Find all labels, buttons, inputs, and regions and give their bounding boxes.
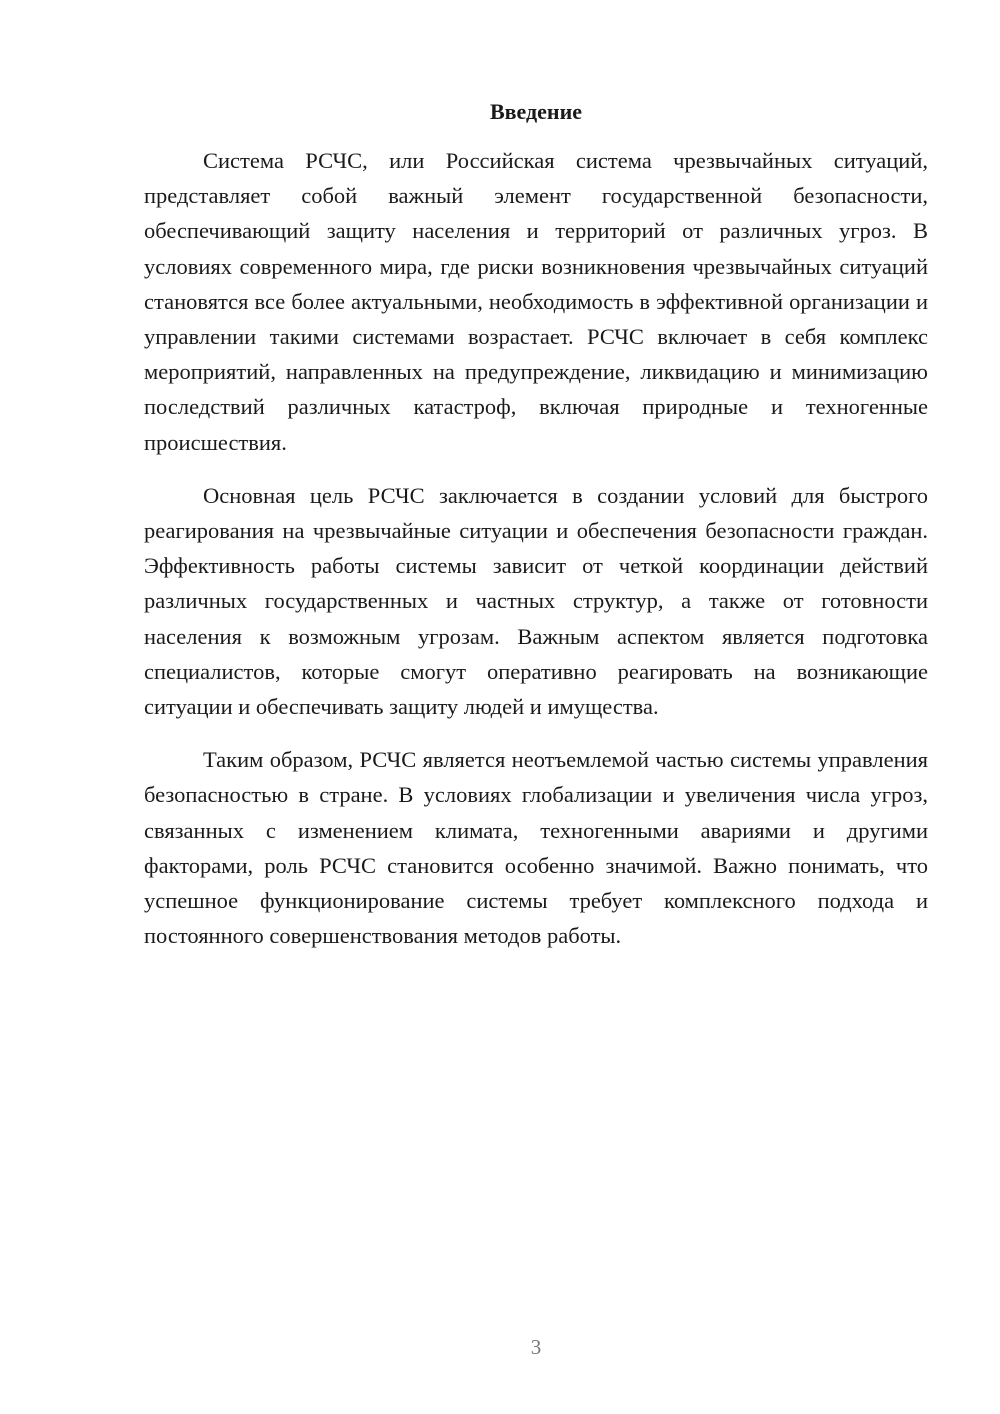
body-text [144,143,928,971]
paragraph-goal: Основная цель РСЧС заключается в создании условий для быстрого реагирования на чрезвычайные ситуации и обеспечения безопасности граждан. Эффективность работы системы зависит от четкой координации действий различных государственных и частных структур, а также от готовности населения к возможным угрозам. Важным аспектом является подготовка специалистов, которые смогут оперативно реагировать на возникающие ситуации и обеспечивать защиту людей и имущества. [144,482,928,720]
page-number: 3 [530,1335,542,1359]
paragraph-intro: Система РСЧС, или Российская система чрезвычайных ситуаций, представляет собой важный элемент государственной безопасности, обеспечивающий защиту населения и территорий от различных угроз. В условиях современного мира, где риски возникновения чрезвычайных ситуаций становятся все более актуальными, необходимость в эффективной организации и управлении такими системами возрастает. РСЧС включает в себя комплекс мероприятий, направленных на предупреждение, ликвидацию и минимизацию последствий различных катастроф, включая природные и техногенные происшествия. [144,148,928,455]
paragraph-conclusion: Таким образом, РСЧС является неотъемлемой частью системы управления безопасностью в стране. В условиях глобализации и увеличения числа угроз, связанных с изменением климата, техногенными авариями и другими факторами, роль РСЧС становится особенно значимой. Важно понимать, что успешное функционирование системы требует комплексного подхода и постоянного совершенствования методов работы. [144,747,928,949]
section-heading: Введение [489,99,583,124]
